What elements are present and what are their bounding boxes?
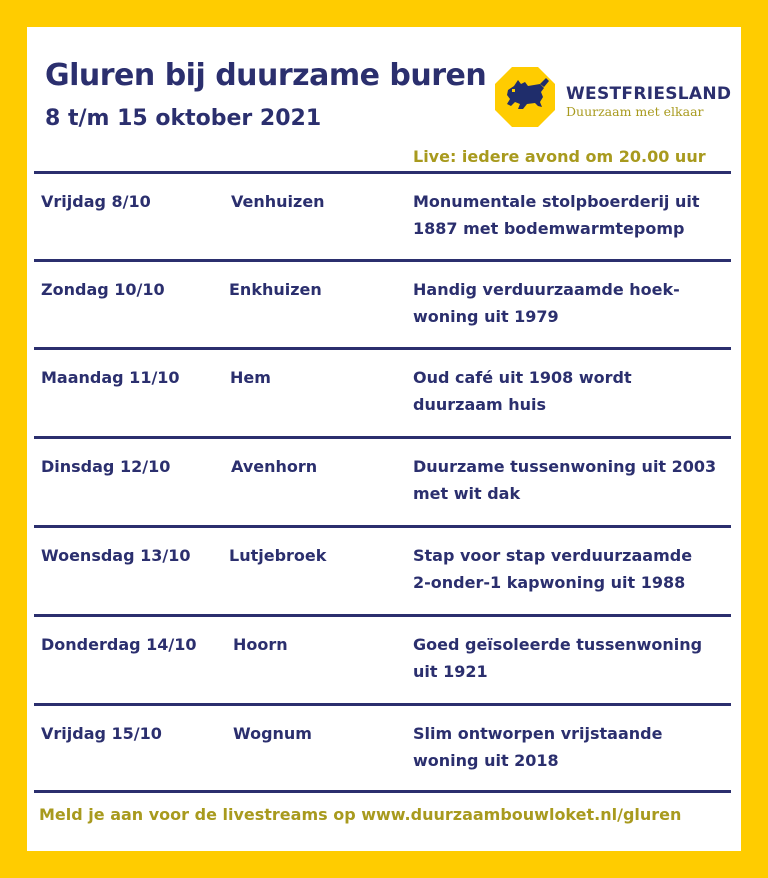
- event-place: Hem: [230, 368, 271, 387]
- signup-footer: Meld je aan voor de livestreams op www.duurzaambouwloket.nl/gluren: [39, 805, 682, 824]
- event-place: Hoorn: [233, 635, 288, 654]
- event-day: Dinsdag 12/10: [41, 457, 171, 476]
- event-place: Enkhuizen: [229, 280, 322, 299]
- event-place: Wognum: [233, 724, 312, 743]
- event-description-line: met wit dak: [413, 484, 521, 503]
- event-description-line: Oud café uit 1908 wordt: [413, 368, 632, 387]
- event-day: Vrijdag 15/10: [41, 724, 162, 743]
- event-description-line: Handig verduurzaamde hoek-: [413, 280, 680, 299]
- event-description-line: duurzaam huis: [413, 395, 547, 414]
- row-divider: [34, 259, 731, 262]
- event-description-line: Stap voor stap verduurzaamde: [413, 546, 693, 565]
- event-description-line: 1887 met bodemwarmtepomp: [413, 219, 685, 238]
- logo-name: WESTFRIESLAND: [566, 84, 732, 104]
- row-divider: [34, 347, 731, 350]
- event-description-line: Duurzame tussenwoning uit 2003: [413, 457, 717, 476]
- row-divider: [34, 703, 731, 706]
- row-divider: [34, 436, 731, 439]
- event-dates: 8 t/m 15 oktober 2021: [45, 106, 322, 131]
- westfriesland-logo: [494, 66, 732, 130]
- event-day: Donderdag 14/10: [41, 635, 197, 654]
- event-day: Zondag 10/10: [41, 280, 165, 299]
- event-description-line: Slim ontworpen vrijstaande: [413, 724, 663, 743]
- row-divider: [34, 790, 731, 793]
- event-description-line: Monumentale stolpboerderij uit: [413, 192, 700, 211]
- row-divider: [34, 525, 731, 528]
- event-description-line: Goed geïsoleerde tussenwoning: [413, 635, 703, 654]
- event-place: Venhuizen: [231, 192, 325, 211]
- row-divider: [34, 614, 731, 617]
- live-note: Live: iedere avond om 20.00 uur: [413, 147, 706, 166]
- logo-tagline: Duurzaam met elkaar: [566, 104, 704, 119]
- row-divider: [34, 171, 731, 174]
- page-title: Gluren bij duurzame buren: [45, 58, 487, 93]
- event-description-line: woning uit 2018: [413, 751, 559, 770]
- event-day: Vrijdag 8/10: [41, 192, 151, 211]
- event-day: Maandag 11/10: [41, 368, 180, 387]
- event-day: Woensdag 13/10: [41, 546, 191, 565]
- event-description-line: 2-onder-1 kapwoning uit 1988: [413, 573, 686, 592]
- event-description-line: woning uit 1979: [413, 307, 559, 326]
- event-place: Lutjebroek: [229, 546, 327, 565]
- event-place: Avenhorn: [231, 457, 318, 476]
- lion-icon: [494, 66, 556, 128]
- event-description-line: uit 1921: [413, 662, 488, 681]
